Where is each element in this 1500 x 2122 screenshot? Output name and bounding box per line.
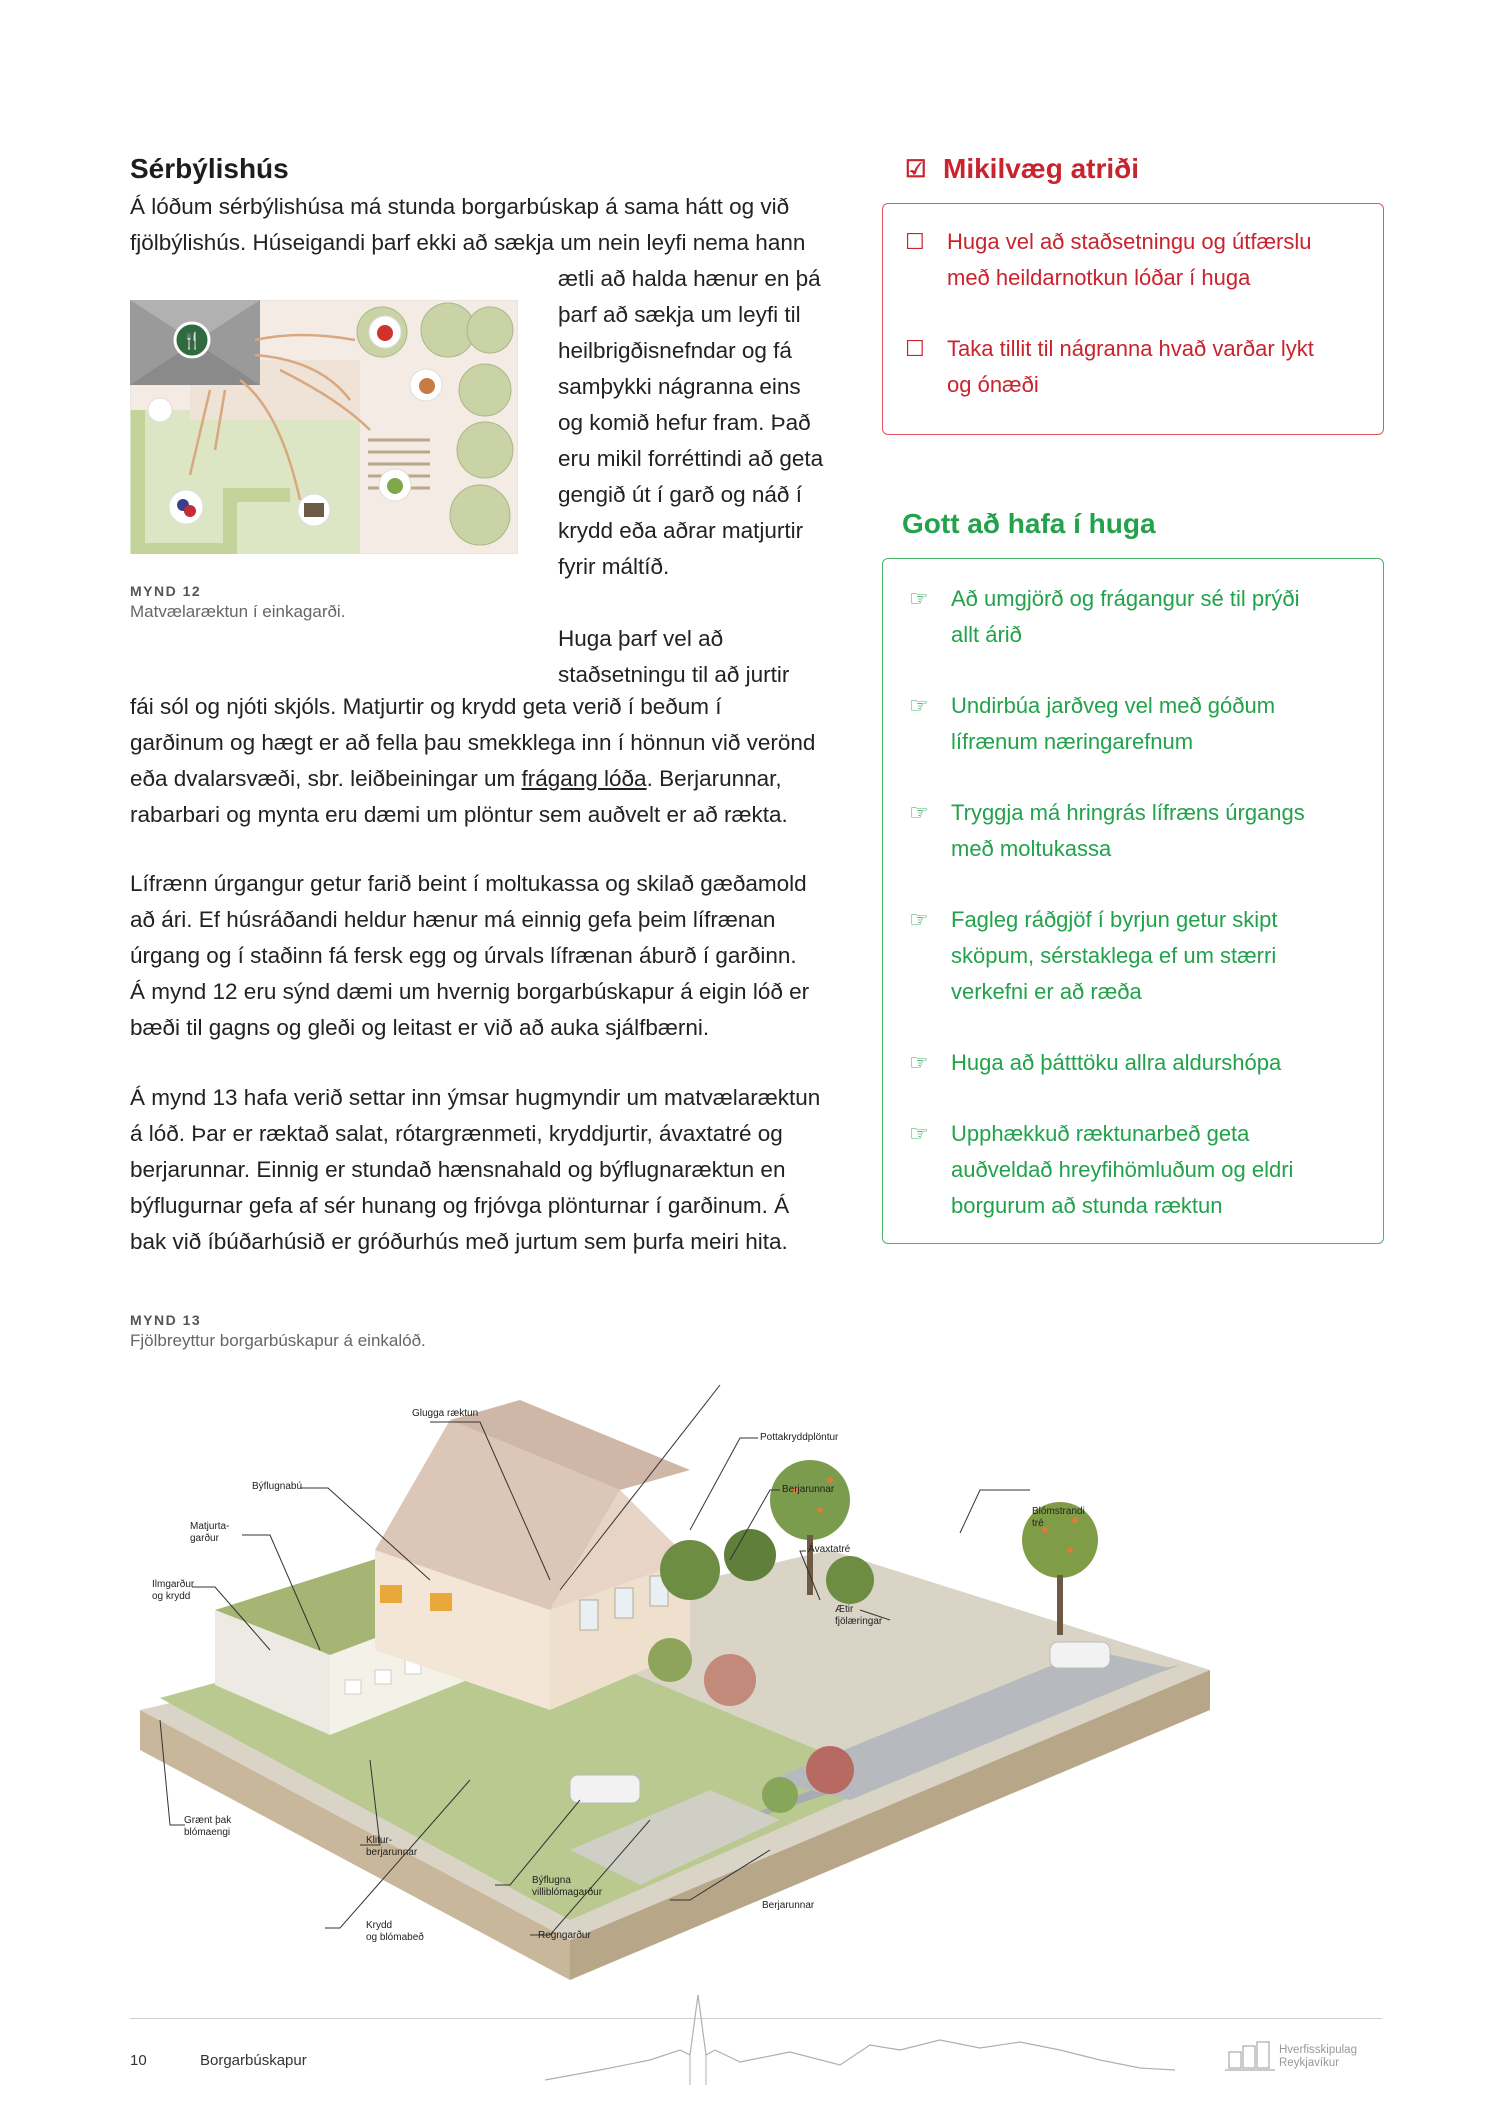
good-item: ☞ Huga að þátttöku allra aldurshópa — [909, 1045, 1379, 1081]
paragraph-compost: Lífrænn úrgangur getur farið beint í moltukassa og skilað gæðamold að ári. Ef húsráðandi heldur hænur má einnig gefa þeim lífrænan úrgang og í staðinn fá fersk egg og úrvals lífrænan áburð í garðinn. Á mynd 12 eru sýnd dæmi um hvernig borgarbúskapur á eigin lóð er bæði til gagns og gleði og leitast er við að auka sjálfbærni. — [130, 871, 810, 1040]
label-krydd: Krydd og blómabeð — [366, 1920, 424, 1943]
good-item: ☞ Að umgjörð og frágangur sé til prýði allt árið — [909, 581, 1379, 653]
paragraph-figure13: Á mynd 13 hafa verið settar inn ýmsar hugmyndir um matvælaræktun á lóð. Þar er ræktað salat, rótargrænmeti, kryddjurtir, ávaxtatré og berjarunnar. Einnig er stundað hænsnahald og býflugnaræktun en býflugurnar gefa af sér hunang og frjóvga plönturnar í garðinum. Á bak við íbúðarhúsið er gróðurhús með jurtum sem þurfa meiri hita. — [130, 1085, 821, 1254]
checkbox-checked-icon: ☑ — [905, 155, 927, 183]
paragraph-intro: Á lóðum sérbýlishúsa má stunda borgarbúskap á sama hátt og við fjölbýlishús. Húseigandi þarf ekki að sækja um nein leyfi nema hann — [130, 194, 806, 255]
paragraph-location: fái sól og njóti skjóls. Matjurtir og krydd geta verið í beðum í garðinum og hægt er að fella þau smekklega inn í hönnun við verönd eða dvalarsvæði, sbr. leiðbeiningar um frágang lóða. Berjarunnar, rabarbari og mynta eru dæmi um plöntur sem auðvelt er að rækta. — [130, 694, 816, 827]
label-glugga: Glugga ræktun — [412, 1408, 479, 1419]
good-item: ☞ Tryggja má hringrás lífræns úrgangs með moltukassa — [909, 795, 1379, 867]
figure-12-garden-plan — [130, 300, 518, 554]
footer-title: Borgarbúskapur — [200, 2052, 307, 2069]
important-item: ☐ Huga vel að staðsetningu og útfærslu með heildarnotkun lóðar í huga — [905, 224, 1375, 296]
label-pottakrydd: Pottakryddplöntur — [760, 1432, 839, 1443]
pointing-hand-icon: ☞ — [909, 1050, 929, 1075]
label-blomstrandi: Blómstrandi tré — [1032, 1506, 1085, 1529]
label-klifur: Klifur- berjarunnar — [366, 1835, 418, 1858]
figure-13-illustration — [130, 1380, 1290, 1980]
label-avaxtatre: Ávaxtatré — [808, 1544, 851, 1555]
logo-icon — [1225, 2040, 1275, 2074]
paragraph-side: ætli að halda hænur en þá þarf að sækja um leyfi til heilbrigðisnefndar og fá samþykki nágranna eins og komið hefur fram. Það eru mikil forréttindi að geta gengið út í garð og náð í krydd eða aðrar matjurtir fyrir máltíð. Huga þarf vel að staðsetningu til að jurtir — [558, 266, 824, 687]
pointing-hand-icon: ☞ — [909, 907, 929, 932]
svg-text:🍴: 🍴 — [182, 331, 202, 350]
label-byflugnabu: Býflugnabú — [252, 1481, 303, 1492]
figure-12-caption: MYND 12 Matvælaræktun í einkagarði. — [130, 583, 346, 621]
skyline-illustration — [540, 1990, 1180, 2090]
label-berjarunnar-top: Berjarunnar — [782, 1484, 835, 1495]
section-heading: Sérbýlishús — [130, 153, 289, 184]
label-berjarunnar-bottom: Berjarunnar — [762, 1900, 815, 1911]
good-item: ☞ Fagleg ráðgjöf í byrjun getur skipt sköpum, sérstaklega ef um stærri verkefni er að ræða — [909, 902, 1379, 1010]
label-regngardur: Regngarður — [538, 1930, 591, 1941]
important-box — [882, 203, 1384, 435]
label-aetir: Ætir fjölæringar — [835, 1604, 883, 1627]
figure-13-caption: MYND 13 Fjölbreyttur borgarbúskapur á einkalóð. — [130, 1312, 426, 1350]
label-byflugna-villi: Býflugna villiblómagarður — [532, 1875, 603, 1898]
org-logo: Hverfisskipulag Reykjavíkur — [1225, 2040, 1357, 2074]
good-box — [882, 558, 1384, 1244]
good-heading: Gott að hafa í huga — [902, 508, 1156, 539]
page-number: 10 — [130, 2052, 147, 2069]
pointing-hand-icon: ☞ — [909, 800, 929, 825]
pointing-hand-icon: ☞ — [909, 1121, 929, 1146]
label-graent: Grænt þak blómaengi — [184, 1815, 232, 1838]
good-item: ☞ Upphækkuð ræktunarbeð geta auðveldað hreyfihömluðum og eldri borgurum að stunda ræktun — [909, 1116, 1379, 1224]
important-heading: ☑ Mikilvæg atriði — [905, 153, 1140, 184]
checkbox-icon: ☐ — [905, 229, 925, 254]
pointing-hand-icon: ☞ — [909, 693, 929, 718]
fragang-lod-link[interactable]: frágang lóða — [521, 766, 647, 791]
important-item: ☐ Taka tillit til nágranna hvað varðar lykt og ónæði — [905, 331, 1375, 403]
label-matjurta: Matjurta- garður — [190, 1521, 230, 1544]
checkbox-icon: ☐ — [905, 336, 925, 361]
label-ilmgardur: Ilmgarður og krydd — [152, 1579, 195, 1602]
good-item: ☞ Undirbúa jarðveg vel með góðum lífrænum næringarefnum — [909, 688, 1379, 760]
pointing-hand-icon: ☞ — [909, 586, 929, 611]
